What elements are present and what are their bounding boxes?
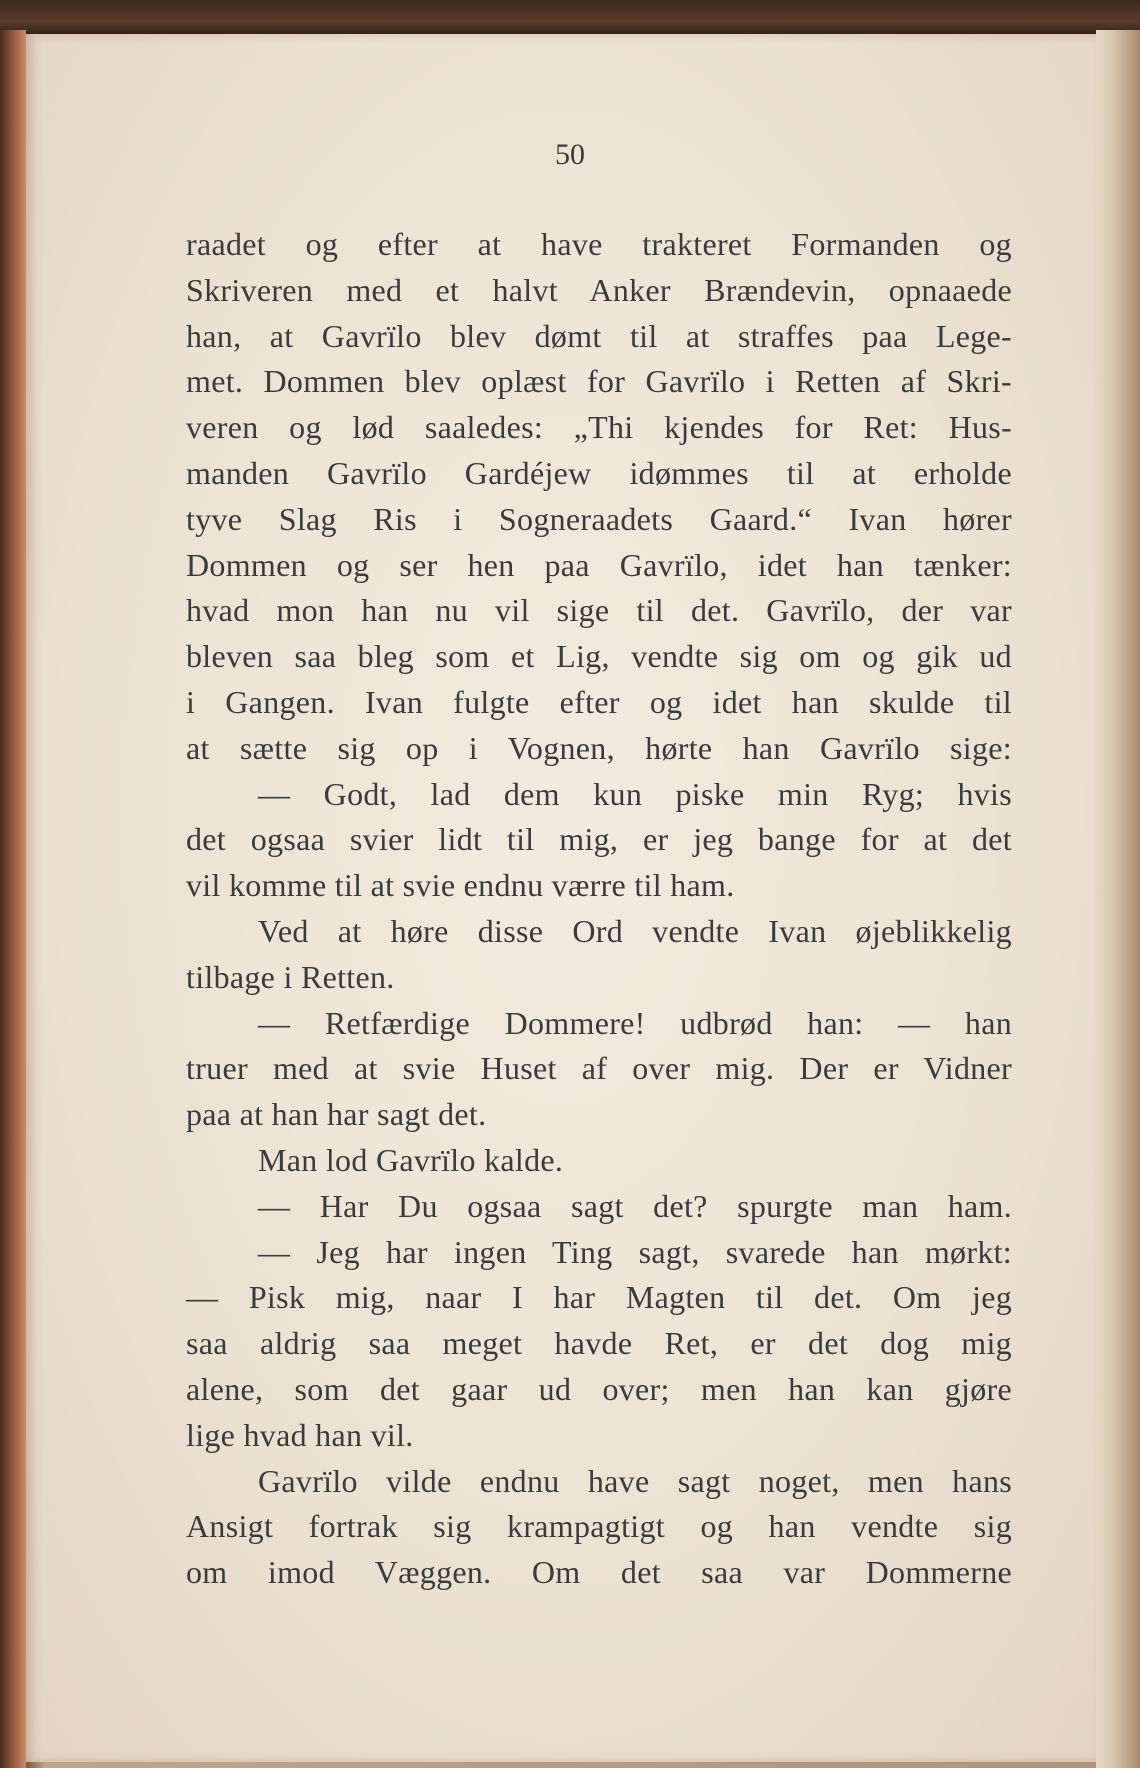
text-line: vil komme til at svie endnu værre til ham.	[186, 867, 735, 904]
text-line: manden Gavrïlo Gardéjew idømmes til at erholde	[186, 454, 1012, 491]
text-line: Gavrïlo vilde endnu have sagt noget, men hans	[258, 1462, 1012, 1499]
text-line: alene, som det gaar ud over; men han kan gjøre	[186, 1370, 1012, 1407]
text-line: paa at han har sagt det.	[186, 1096, 487, 1133]
text-line: met. Dommen blev oplæst for Gavrïlo i Retten af Skri-	[186, 363, 1012, 400]
text-line: han, at Gavrïlo blev dømt til at straffes paa Lege-	[186, 317, 1012, 354]
text-line: Ansigt fortrak sig krampagtigt og han vendte sig	[186, 1508, 1012, 1545]
text-line: — Godt, lad dem kun piske min Ryg; hvis	[258, 775, 1012, 812]
page-stack-edge	[1096, 30, 1140, 1768]
text-line: tyve Slag Ris i Sogneraadets Gaard.“ Ivan hører	[186, 500, 1012, 537]
text-line: raadet og efter at have trakteret Formanden og	[186, 226, 1012, 262]
text-line: veren og lød saaledes: „Thi kjendes for Ret: Hus-	[186, 409, 1012, 446]
text-line: det ogsaa svier lidt til mig, er jeg bange for at det	[186, 821, 1012, 858]
text-line: om imod Væggen. Om det saa var Dommerne	[186, 1554, 1012, 1591]
text-line: tilbage i Retten.	[186, 958, 395, 995]
text-line: truer med at svie Huset af over mig. Der er Vidner	[186, 1050, 1012, 1087]
text-line: — Jeg har ingen Ting sagt, svarede han mørkt:	[258, 1233, 1012, 1270]
body-text	[186, 222, 1012, 1596]
book-spine-edge	[0, 30, 26, 1768]
text-line: Ved at høre disse Ord vendte Ivan øjeblikkelig	[258, 912, 1012, 949]
text-line: bleven saa bleg som et Lig, vendte sig om og gik ud	[186, 638, 1012, 675]
page-number: 50	[555, 138, 585, 171]
text-line: hvad mon han nu vil sige til det. Gavrïlo, der var	[186, 592, 1012, 629]
text-line: Man lod Gavrïlo kalde.	[258, 1141, 564, 1178]
text-line: — Har Du ogsaa sagt det? spurgte man ham.	[258, 1187, 1012, 1224]
text-line: saa aldrig saa meget havde Ret, er det dog mig	[186, 1325, 1012, 1362]
text-line: at sætte sig op i Vognen, hørte han Gavrïlo sige:	[186, 729, 1012, 766]
text-line: Dommen og ser hen paa Gavrïlo, idet han tænker:	[186, 546, 1012, 583]
text-line: — Retfærdige Dommere! udbrød han: — han	[258, 1004, 1012, 1041]
text-line: i Gangen. Ivan fulgte efter og idet han skulde til	[186, 683, 1012, 720]
text-line: lige hvad han vil.	[186, 1416, 414, 1453]
text-line: Skriveren med et halvt Anker Brændevin, opnaaede	[186, 271, 1012, 308]
text-line: — Pisk mig, naar I har Magten til det. Om jeg	[186, 1279, 1012, 1316]
book-top-edge	[0, 0, 1140, 36]
